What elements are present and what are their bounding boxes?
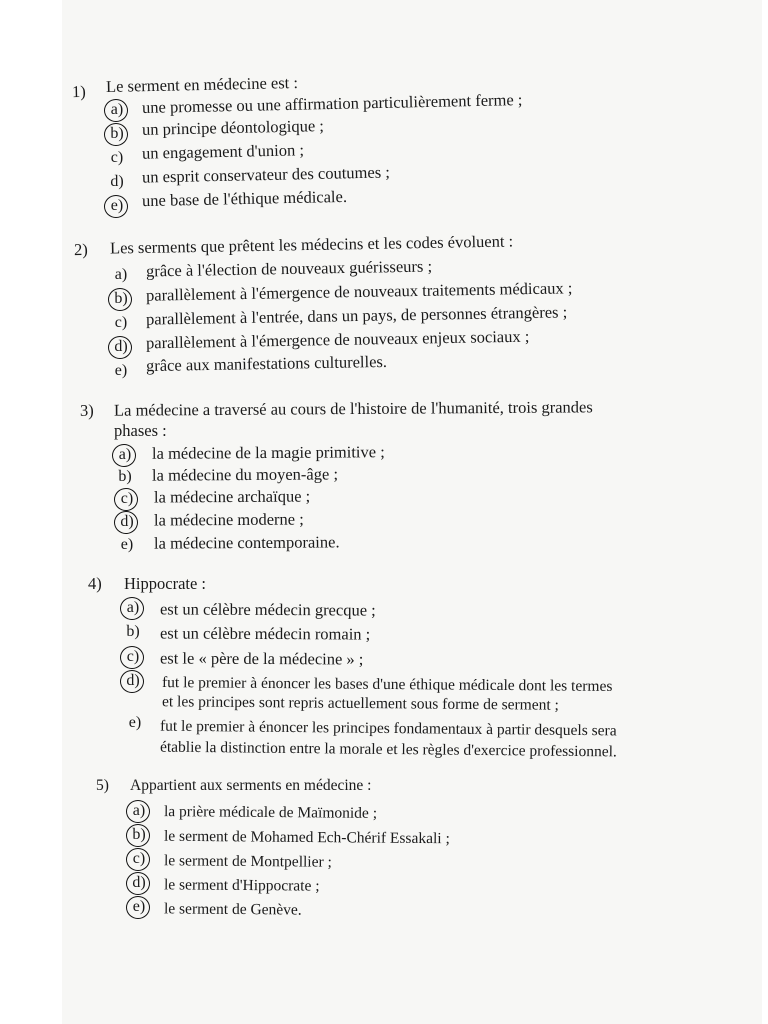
option-letter-e: e): [128, 897, 150, 917]
option-letter-d: d): [128, 873, 150, 893]
option-letter-c: c): [114, 314, 128, 331]
option-letter-d: d): [110, 337, 132, 357]
question-number: 5): [96, 777, 109, 794]
option-text: le serment de Genève.: [163, 900, 302, 919]
option-letter-a: a): [128, 801, 150, 821]
option-text: grâce à l'élection de nouveaux guérisseurs ;: [145, 256, 433, 281]
option-letter-d: d): [122, 671, 144, 691]
option-text: grâce aux manifestations culturelles.: [145, 351, 388, 376]
option-letter-c: c): [110, 149, 124, 166]
option-letter-c: c): [128, 849, 150, 869]
option-letter-b: b): [126, 623, 140, 640]
option-text: un engagement d'union ;: [141, 140, 305, 163]
question-text: Le serment en médecine est :: [105, 72, 299, 97]
option-letter-c: c): [116, 489, 138, 509]
question-number: 1): [71, 81, 86, 102]
option-letter-e: e): [114, 362, 128, 379]
option-letter-e: e): [106, 196, 128, 216]
option-letter-b: b): [118, 468, 132, 485]
question-text: Les serments que prêtent les médecins et les codes évoluent :: [109, 231, 514, 258]
question-text-continued: phases :: [114, 421, 167, 440]
option-letter-b: b): [128, 825, 150, 845]
option-letter-e: e): [120, 536, 134, 553]
option-text: est le « père de la médecine » ;: [159, 648, 364, 669]
option-letter-a: a): [114, 266, 128, 283]
option-text: le serment de Montpellier ;: [163, 852, 332, 871]
option-text: est un célèbre médecin grecque ;: [159, 599, 376, 620]
option-text: fut le premier à énoncer les bases d'une éthique médicale dont les termes: [161, 674, 613, 695]
option-text: la médecine contemporaine.: [153, 532, 340, 553]
option-text: parallèlement à l'émergence de nouveaux traitements médicaux ;: [145, 278, 573, 305]
option-text: un principe déontologique ;: [141, 116, 325, 139]
option-text: parallèlement à l'émergence de nouveaux enjeux sociaux ;: [145, 326, 530, 353]
option-letter-c: c): [122, 647, 144, 667]
option-text: la médecine de la magie primitive ;: [151, 442, 385, 463]
option-text: la prière médicale de Maïmonide ;: [163, 803, 378, 822]
option-letter-b: b): [106, 124, 128, 144]
question-number: 3): [80, 401, 94, 420]
option-letter-a: a): [122, 598, 144, 618]
option-text: fut le premier à énoncer les principes fondamentaux à partir desquels sera: [159, 717, 617, 740]
option-letter-d: d): [110, 173, 124, 190]
question-text: La médecine a traversé au cours de l'histoire de l'humanité, trois grandes: [113, 397, 593, 420]
question-text: Appartient aux serments en médecine :: [130, 777, 372, 794]
option-text-continued: établie la distinction entre la morale et les règles d'exercice professionnel.: [159, 738, 617, 761]
option-text: une base de l'éthique médicale.: [141, 186, 348, 211]
question-number: 2): [73, 239, 88, 260]
option-letter-a: a): [114, 445, 136, 465]
option-text: une promesse ou une affirmation particulièrement ferme ;: [141, 90, 523, 117]
option-text: parallèlement à l'entrée, dans un pays, de personnes étrangères ;: [145, 302, 568, 329]
option-text: la médecine du moyen-âge ;: [151, 464, 339, 485]
option-text: la médecine moderne ;: [153, 509, 304, 530]
option-text-continued: et les principes sont repris actuellement sous forme de serment ;: [161, 693, 559, 714]
option-letter-e: e): [128, 714, 142, 731]
option-letter-d: d): [116, 512, 138, 532]
option-text: un esprit conservateur des coutumes ;: [141, 162, 391, 187]
option-text: le serment d'Hippocrate ;: [163, 876, 320, 895]
option-letter-b: b): [110, 289, 132, 309]
option-letter-a: a): [106, 100, 128, 120]
question-text: Hippocrate :: [124, 574, 207, 593]
option-text: la médecine archaïque ;: [153, 486, 311, 507]
option-text: est un célèbre médecin romain ;: [159, 623, 371, 644]
question-number: 4): [88, 574, 102, 593]
option-text: le serment de Mohamed Ech-Chérif Essakali ;: [163, 827, 450, 848]
